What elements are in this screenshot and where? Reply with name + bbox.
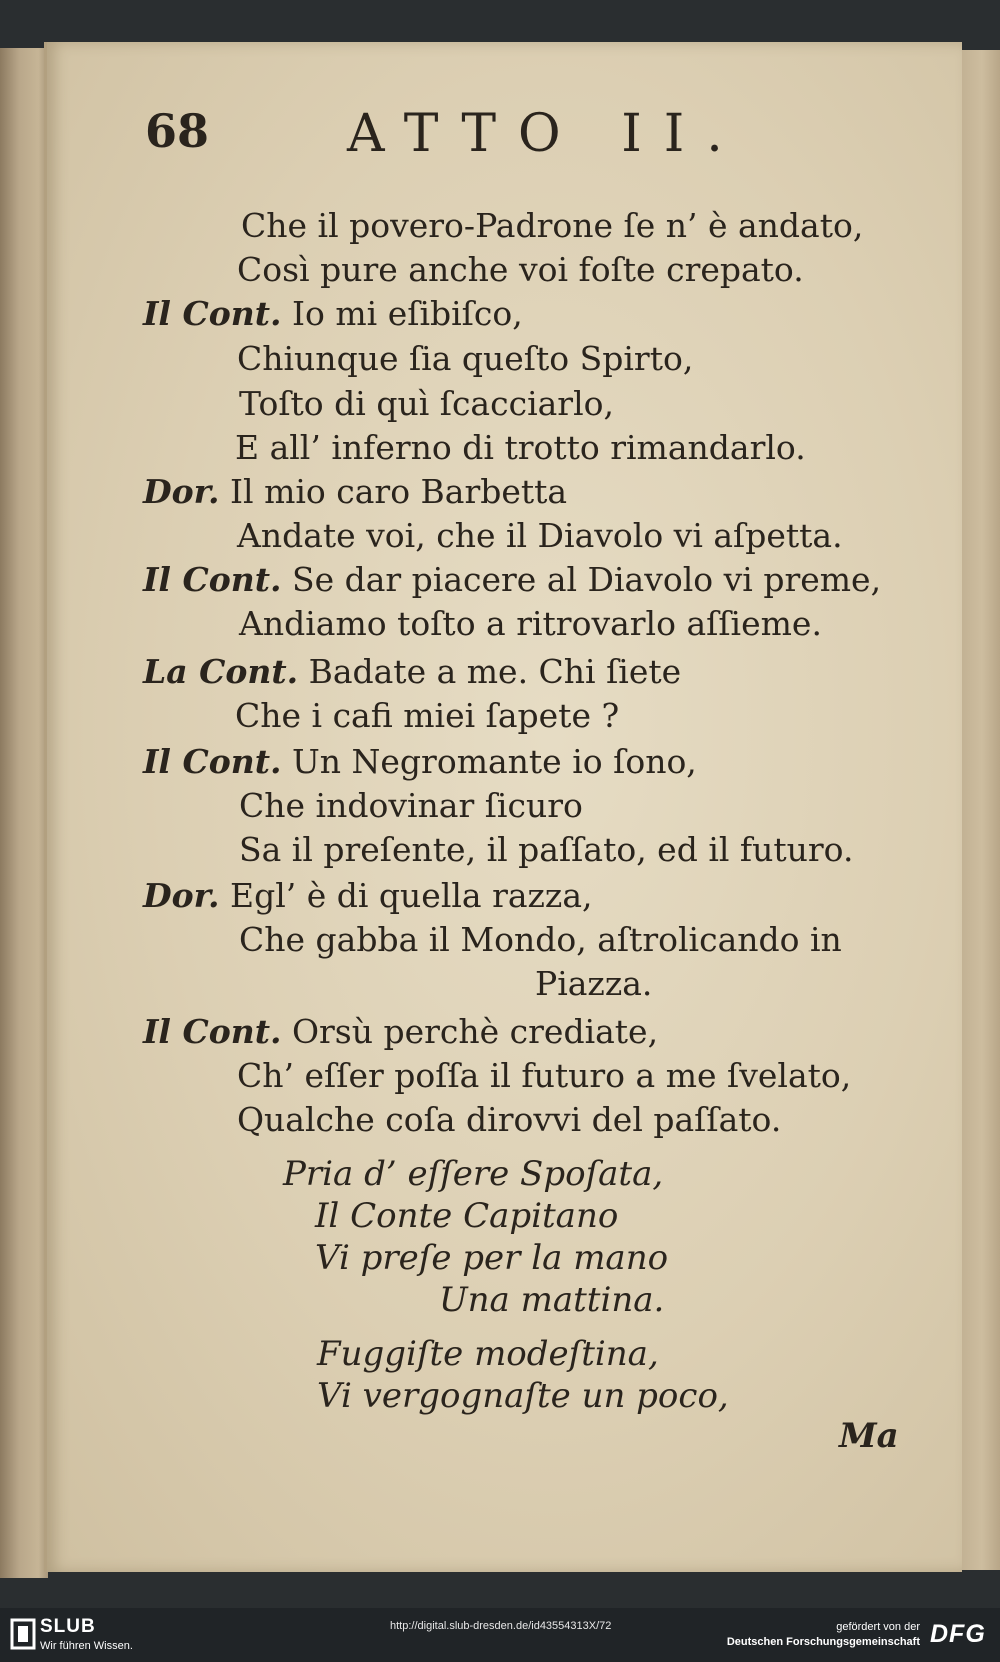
text-line: Qualche coſa dirovvi del paſſato. xyxy=(237,1100,782,1139)
text-line: Così pure anche voi foſte crepato. xyxy=(237,250,804,289)
slub-logo-icon xyxy=(10,1618,36,1650)
aria-line: Una mattina. xyxy=(439,1280,665,1320)
text-line: Dor. Egl’ è di quella razza, xyxy=(143,876,593,915)
book-page xyxy=(44,42,962,1572)
aria-line: Il Conte Capitano xyxy=(315,1196,619,1236)
aria-line: Fuggiſte modeſtina, xyxy=(317,1334,659,1374)
speaker-label: Dor. xyxy=(143,472,220,511)
speaker-label: La Cont. xyxy=(143,652,299,691)
footer-bar xyxy=(0,1608,1000,1662)
source-url-link[interactable]: http://digital.slub-dresden.de/id43554313X/72 xyxy=(390,1620,612,1632)
text-line: La Cont. Badate a me. Chi ſiete xyxy=(143,652,682,691)
speaker-label: Il Cont. xyxy=(143,560,282,599)
text-line: Che gabba il Mondo, aſtrolicando in xyxy=(239,920,842,959)
text-line: E all’ inferno di trotto rimandarlo. xyxy=(235,428,806,467)
text-line: Toſto di quì ſcacciarlo, xyxy=(239,384,614,423)
speaker-label: Dor. xyxy=(143,876,220,915)
text-line: Sa il preſente, il paſſato, ed il futuro. xyxy=(239,830,854,869)
aria-line: Vi vergognaſte un poco, xyxy=(317,1376,729,1416)
aria-line: Pria d’ eſſere Spoſata, xyxy=(283,1154,664,1194)
running-head xyxy=(47,104,962,174)
act-title: ATTO II. xyxy=(347,104,745,164)
text-line: Il Cont. Se dar piacere al Diavolo vi preme, xyxy=(143,560,882,599)
speaker-label: Il Cont. xyxy=(143,1012,282,1051)
text-line: Il Cont. Orsù perchè crediate, xyxy=(143,1012,659,1051)
speaker-label: Il Cont. xyxy=(143,294,282,333)
text-line: Piazza. xyxy=(535,964,653,1003)
catchword: Ma xyxy=(839,1416,899,1456)
text-line: Il Cont. Un Negromante io ſono, xyxy=(143,742,697,781)
text-line: Che i cafi miei ſapete ? xyxy=(235,696,620,735)
funding-note: gefördert von der Deutschen Forschungsgemeinschaft xyxy=(726,1621,920,1648)
text-line: Che il povero-Padrone ſe n’ è andato, xyxy=(241,206,864,245)
text-line: Ch’ eſſer poſſa il futuro a me ſvelato, xyxy=(237,1056,852,1095)
library-name: SLUB xyxy=(40,1616,96,1637)
text-line: Chiunque ſia queſto Spirto, xyxy=(237,339,694,378)
page-number: 68 xyxy=(145,104,210,158)
text-line: Dor. Il mio caro Barbetta xyxy=(143,472,568,511)
library-tagline: Wir führen Wissen. xyxy=(40,1640,133,1652)
text-line: Il Cont. Io mi eſibiſco, xyxy=(143,294,523,333)
aria-line: Vi preſe per la mano xyxy=(315,1238,669,1278)
left-page-edge xyxy=(0,48,48,1578)
text-line: Andiamo toſto a ritrovarlo aſſieme. xyxy=(239,604,822,643)
dfg-logo: DFG xyxy=(930,1620,986,1648)
speaker-label: Il Cont. xyxy=(143,742,282,781)
text-line: Che indovinar ſicuro xyxy=(239,786,583,825)
text-line: Andate voi, che il Diavolo vi aſpetta. xyxy=(237,516,843,555)
